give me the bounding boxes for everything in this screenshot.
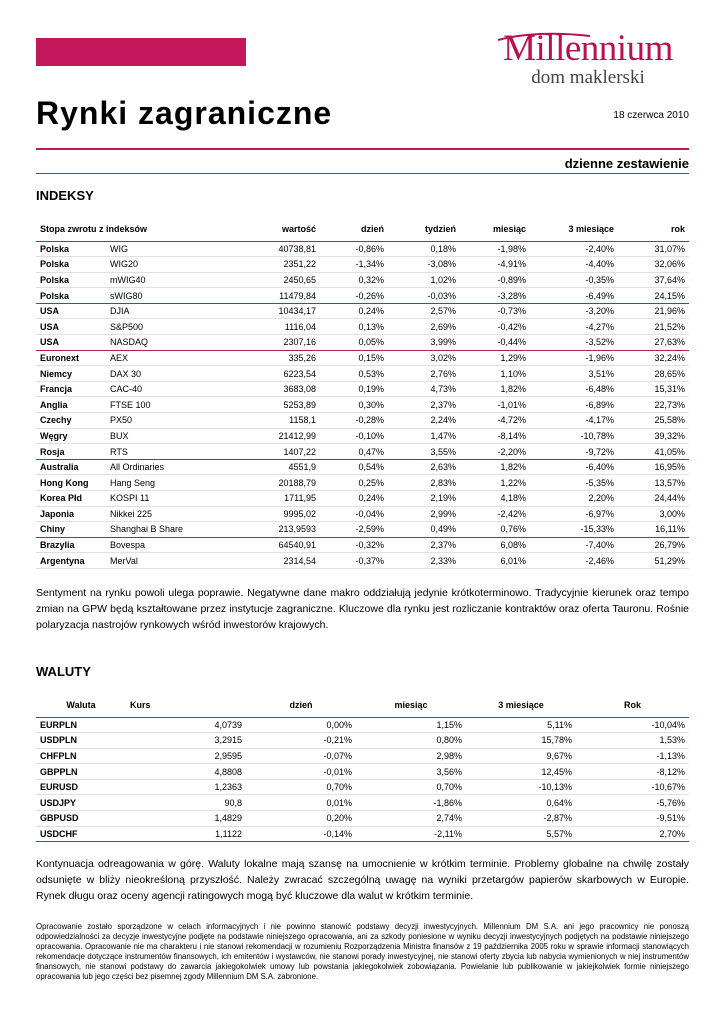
rate-cell: 2,9595 <box>214 750 242 761</box>
country-cell: Anglia <box>40 399 68 410</box>
country-cell: Polska <box>40 243 70 254</box>
rate-cell: 1,4829 <box>214 813 242 824</box>
m3-change-cell: 5,11% <box>547 719 572 730</box>
value-cell: 1711,95 <box>284 493 316 504</box>
year-change-cell: 21,96% <box>654 306 685 317</box>
month-change-cell: -2,42% <box>497 508 526 519</box>
logo-main-text: Millennium <box>503 28 673 69</box>
value-cell: 213,9593 <box>278 524 316 535</box>
col-header: Kurs <box>130 699 151 710</box>
country-cell: Australia <box>40 462 79 473</box>
table-row <box>36 335 689 351</box>
month-change-cell: -0,44% <box>497 337 526 348</box>
indices-section-title: INDEKSY <box>36 188 94 203</box>
col-header: Stopa zwrotu z indeksów <box>40 223 148 234</box>
divider <box>36 173 689 174</box>
month-change-cell: 6,08% <box>500 540 526 551</box>
country-cell: Polska <box>40 259 70 270</box>
value-cell: 2307,16 <box>283 337 316 348</box>
table-row <box>36 717 689 733</box>
year-change-cell: -10,67% <box>651 782 685 793</box>
year-change-cell: 1,53% <box>659 735 685 746</box>
year-change-cell: 15,31% <box>654 384 685 395</box>
m3-change-cell: -4,40% <box>585 259 614 270</box>
m3-change-cell: -2,40% <box>585 243 614 254</box>
m3-change-cell: -2,87% <box>543 813 572 824</box>
year-change-cell: 51,29% <box>654 555 685 566</box>
country-cell: Francja <box>40 384 73 395</box>
week-change-cell: -3,08% <box>427 259 456 270</box>
value-cell: 3683,08 <box>283 384 316 395</box>
index-name-cell: CAC-40 <box>110 384 143 395</box>
m3-change-cell: -4,27% <box>585 321 614 332</box>
m3-change-cell: -5,35% <box>585 477 614 488</box>
table-row <box>36 764 689 780</box>
index-name-cell: KOSPI 11 <box>110 493 150 504</box>
m3-change-cell: -6,40% <box>585 462 614 473</box>
currencies-section-title: WALUTY <box>36 664 91 679</box>
m3-change-cell: -4,17% <box>585 415 614 426</box>
table-row <box>36 826 689 842</box>
currency-pair-cell: USDCHF <box>40 828 78 839</box>
week-change-cell: 1,47% <box>430 430 456 441</box>
week-change-cell: 2,69% <box>430 321 456 332</box>
indices-comment: Sentyment na rynku powoli ulega poprawie. Negatywne dane makro oddziałują jedynie krótkoterminowo. Tradycyjnie kierunek oraz tempo zmian na GPW będą kształtowane przez instytucje zagraniczne. Kluczowe dla rynku jest rozliczanie kontraktów oraz oferta Tauronu. Rośnie polaryzacja nastrojów rynkowych wśród inwestorów krajowych. <box>36 587 689 631</box>
m3-change-cell: -9,72% <box>585 446 614 457</box>
country-cell: USA <box>40 306 60 317</box>
day-change-cell: 0,30% <box>358 399 384 410</box>
week-change-cell: 2,83% <box>430 477 456 488</box>
value-cell: 20188,79 <box>278 477 316 488</box>
col-header: rok <box>670 223 685 234</box>
day-change-cell: -0,10% <box>355 430 384 441</box>
day-change-cell: -0,04% <box>355 508 384 519</box>
month-change-cell: -4,91% <box>497 259 526 270</box>
m3-change-cell: 15,78% <box>541 735 572 746</box>
month-change-cell: 1,82% <box>500 384 526 395</box>
table-row <box>36 381 689 397</box>
index-name-cell: sWIG80 <box>110 290 143 301</box>
m3-change-cell: -7,40% <box>585 540 614 551</box>
rate-cell: 1,2363 <box>214 782 242 793</box>
table-row <box>36 811 689 827</box>
currency-pair-cell: GBPUSD <box>40 813 79 824</box>
table-row <box>36 257 689 273</box>
year-change-cell: 21,52% <box>654 321 685 332</box>
year-change-cell: 2,70% <box>659 828 685 839</box>
index-name-cell: BUX <box>110 430 129 441</box>
year-change-cell: 22,73% <box>654 399 685 410</box>
value-cell: 40738,81 <box>278 243 316 254</box>
year-change-cell: -10,04% <box>651 719 685 730</box>
year-change-cell: -9,51% <box>656 813 685 824</box>
m3-change-cell: -10,13% <box>538 782 572 793</box>
day-change-cell: -0,28% <box>355 415 384 426</box>
country-cell: Argentyna <box>40 555 85 566</box>
col-header: 3 miesiące <box>498 699 544 710</box>
month-change-cell: 0,76% <box>500 524 526 535</box>
index-name-cell: PX50 <box>110 415 133 426</box>
week-change-cell: 2,19% <box>430 493 456 504</box>
country-cell: Niemcy <box>40 368 73 379</box>
col-header: Rok <box>623 699 641 710</box>
year-change-cell: 41,05% <box>654 446 685 457</box>
month-change-cell: 2,98% <box>436 750 462 761</box>
m3-change-cell: -6,97% <box>585 508 614 519</box>
week-change-cell: 0,49% <box>430 524 456 535</box>
month-change-cell: 0,70% <box>436 782 462 793</box>
index-name-cell: WIG20 <box>110 259 139 270</box>
year-change-cell: 24,15% <box>654 290 685 301</box>
value-cell: 1407,22 <box>283 446 316 457</box>
m3-change-cell: -2,46% <box>585 555 614 566</box>
indices-table <box>36 217 689 569</box>
table-row <box>36 272 689 288</box>
day-change-cell: -1,34% <box>355 259 384 270</box>
month-change-cell: 1,15% <box>436 719 462 730</box>
value-cell: 10434,17 <box>278 306 316 317</box>
country-cell: Węgry <box>40 430 68 441</box>
m3-change-cell: -15,33% <box>580 524 614 535</box>
disclaimer: Opracowanie zostało sporządzone w celach informacyjnych i nie powinno stanowić podstawy decyzji inwestycyjnych. Millennium DM S.A. ani jego pracownicy nie ponoszą odpowiedzialności za decyzje inwestycyjne podjęte na podstawie niniejszego opracowania, ani za szkody poniesione w wyniku decyzji inwestycyjnych podjętych na podstawie niniejszego opracowania. Opracowanie nie ma charakteru i nie stanowi rekomendacji w rozumieniu Rozporządzenia Ministra finansów z 19 października 2005 roku w sprawie informacji stanowiących rekomendacje dotyczące instrumentów finansowych, ich emitentów i wystawców, nie stanowi porady inwestycyjnej, nie stanowi oferty zbycia lub nabycia wymienionych w niej instrumentów finansowych, nie stanowi podstawy do zawarcia jakiegokolwiek umowy lub powstania jakiegokolwiek zobowiązania. Powielanie lub publikowanie w jakiejkolwiek formie niniejszego opracowania lub jego części bez pisemnej zgody Millennium DM S.A. zabronione. <box>36 922 689 981</box>
month-change-cell: -0,42% <box>497 321 526 332</box>
year-change-cell: -8,12% <box>656 766 685 777</box>
year-change-cell: 24,44% <box>654 493 685 504</box>
rate-cell: 1,1122 <box>215 828 242 839</box>
month-change-cell: -8,14% <box>497 430 526 441</box>
month-change-cell: -3,28% <box>497 290 526 301</box>
day-change-cell: -0,32% <box>355 540 384 551</box>
day-change-cell: -0,01% <box>323 766 352 777</box>
year-change-cell: 16,11% <box>655 524 685 535</box>
m3-change-cell: 5,57% <box>546 828 572 839</box>
day-change-cell: -0,14% <box>323 828 352 839</box>
day-change-cell: 0,54% <box>358 462 384 473</box>
month-change-cell: 6,01% <box>500 555 526 566</box>
country-cell: Chiny <box>40 524 66 535</box>
header-accent-bar <box>36 38 246 66</box>
day-change-cell: -2,59% <box>355 524 384 535</box>
col-header: 3 miesiące <box>568 223 614 234</box>
currency-pair-cell: GBPPLN <box>40 766 78 777</box>
table-row <box>36 475 689 491</box>
value-cell: 21412,99 <box>278 430 316 441</box>
col-header: miesiąc <box>394 699 428 710</box>
m3-change-cell: 9,67% <box>546 750 572 761</box>
day-change-cell: 0,19% <box>358 384 384 395</box>
m3-change-cell: -0,35% <box>585 274 614 285</box>
day-change-cell: 0,32% <box>358 274 384 285</box>
index-name-cell: Nikkei 225 <box>110 508 153 519</box>
day-change-cell: 0,01% <box>326 797 352 808</box>
table-row <box>36 444 689 460</box>
year-change-cell: 31,07% <box>654 243 685 254</box>
m3-change-cell: -6,49% <box>585 290 614 301</box>
table-row <box>36 288 689 304</box>
millennium-logo <box>488 30 688 92</box>
country-cell: Rosja <box>40 446 65 457</box>
index-name-cell: RTS <box>110 446 128 457</box>
col-header: miesiąc <box>492 223 526 234</box>
week-change-cell: 2,37% <box>430 399 456 410</box>
year-change-cell: 13,57% <box>654 477 685 488</box>
table-row <box>36 459 689 475</box>
month-change-cell: 4,18% <box>500 493 526 504</box>
day-change-cell: -0,86% <box>355 243 384 254</box>
value-cell: 1158,1 <box>289 415 316 426</box>
index-name-cell: Bovespa <box>110 540 146 551</box>
year-change-cell: 28,65% <box>654 368 685 379</box>
index-name-cell: Shanghai B Share <box>110 524 184 535</box>
currency-pair-cell: USDPLN <box>40 735 78 746</box>
day-change-cell: 0,13% <box>358 321 384 332</box>
page-title: Rynki zagraniczne <box>36 95 333 131</box>
country-cell: Brazylia <box>40 540 75 551</box>
currency-pair-cell: CHFPLN <box>40 750 77 761</box>
col-header: dzień <box>360 223 384 234</box>
month-change-cell: -0,89% <box>497 274 526 285</box>
index-name-cell: NASDAQ <box>110 337 149 348</box>
rate-cell: 4,8808 <box>214 766 242 777</box>
table-row <box>36 491 689 507</box>
year-change-cell: 32,06% <box>654 259 685 270</box>
m3-change-cell: 3,51% <box>588 368 614 379</box>
index-name-cell: All Ordinaries <box>110 462 165 473</box>
table-row <box>36 241 689 257</box>
rate-cell: 3,2915 <box>214 735 242 746</box>
logo-swoosh-icon <box>496 32 592 42</box>
currency-pair-cell: EURPLN <box>40 719 78 730</box>
day-change-cell: 0,20% <box>326 813 352 824</box>
month-change-cell: -0,73% <box>497 306 526 317</box>
m3-change-cell: -6,48% <box>585 384 614 395</box>
day-change-cell: 0,24% <box>358 306 384 317</box>
value-cell: 11479,84 <box>279 290 316 301</box>
week-change-cell: 1,02% <box>430 274 456 285</box>
value-cell: 6223,54 <box>283 368 316 379</box>
day-change-cell: -0,37% <box>355 555 384 566</box>
index-name-cell: MerVal <box>110 555 138 566</box>
country-cell: Czechy <box>40 415 72 426</box>
year-change-cell: 16,95% <box>654 462 685 473</box>
rate-cell: 4,0739 <box>214 719 242 730</box>
m3-change-cell: 2,20% <box>588 493 614 504</box>
currency-pair-cell: USDJPY <box>40 797 77 808</box>
country-cell: Polska <box>40 290 70 301</box>
country-cell: Euronext <box>40 352 80 363</box>
m3-change-cell: -6,89% <box>585 399 614 410</box>
report-subtitle: dzienne zestawienie <box>564 156 689 171</box>
index-name-cell: DAX 30 <box>110 368 142 379</box>
indices-header-row <box>36 217 689 241</box>
value-cell: 335,26 <box>288 352 316 363</box>
month-change-cell: 1,22% <box>500 477 526 488</box>
value-cell: 2351,22 <box>283 259 316 270</box>
report-date: 18 czerwca 2010 <box>613 110 689 121</box>
day-change-cell: 0,47% <box>358 446 384 457</box>
week-change-cell: 2,63% <box>430 462 456 473</box>
week-change-cell: 2,57% <box>430 306 456 317</box>
table-row <box>36 428 689 444</box>
table-row <box>36 413 689 429</box>
week-change-cell: 2,37% <box>430 540 456 551</box>
logo-sub-text: dom maklerski <box>531 67 645 88</box>
m3-change-cell: 12,45% <box>541 766 572 777</box>
value-cell: 64540,91 <box>278 540 316 551</box>
table-row <box>36 350 689 366</box>
day-change-cell: 0,15% <box>358 352 384 363</box>
week-change-cell: 3,55% <box>430 446 456 457</box>
index-name-cell: FTSE 100 <box>110 399 151 410</box>
month-change-cell: 2,74% <box>436 813 462 824</box>
month-change-cell: 0,80% <box>436 735 462 746</box>
index-name-cell: WIG <box>110 243 128 254</box>
m3-change-cell: -1,96% <box>585 352 614 363</box>
year-change-cell: 27,63% <box>654 337 685 348</box>
value-cell: 2450,65 <box>283 274 316 285</box>
country-cell: Polska <box>40 274 70 285</box>
currency-pair-cell: EURUSD <box>40 782 79 793</box>
day-change-cell: 0,25% <box>358 477 384 488</box>
value-cell: 5253,89 <box>283 399 316 410</box>
value-cell: 1116,04 <box>284 321 316 332</box>
year-change-cell: 25,58% <box>654 415 685 426</box>
value-cell: 2314,54 <box>283 555 316 566</box>
currencies-comment: Kontynuacja odreagowania w górę. Waluty lokalne mają szansę na umocnienie w krótkim terminie. Problemy globalne na chwilę zostały odsunięte w bliży nieokreśloną przyszłość. Należy zwracać szczególną uwagę na wyniki przetargów papierów skarbowych w Europie. Rynek długu oraz oceny agencji ratingowych mogą być kluczowe dla walut w krótkim terminie. <box>36 858 689 902</box>
year-change-cell: 37,64% <box>654 274 685 285</box>
week-change-cell: 3,02% <box>430 352 456 363</box>
week-change-cell: 2,99% <box>430 508 456 519</box>
col-header: wartość <box>281 223 316 234</box>
m3-change-cell: -3,52% <box>585 337 614 348</box>
month-change-cell: 1,10% <box>500 368 526 379</box>
month-change-cell: -1,98% <box>497 243 526 254</box>
index-name-cell: mWIG40 <box>110 274 146 285</box>
index-name-cell: DJIA <box>110 306 130 317</box>
day-change-cell: 0,24% <box>358 493 384 504</box>
year-change-cell: 32,24% <box>654 352 685 363</box>
month-change-cell: -2,11% <box>434 828 462 839</box>
table-row <box>36 366 689 382</box>
day-change-cell: -0,21% <box>323 735 352 746</box>
week-change-cell: 2,76% <box>430 368 456 379</box>
country-cell: USA <box>40 321 60 332</box>
col-header: Waluta <box>66 699 96 710</box>
month-change-cell: -1,01% <box>497 399 526 410</box>
table-row <box>36 537 689 553</box>
m3-change-cell: 0,64% <box>546 797 572 808</box>
country-cell: Korea Płd <box>40 493 83 504</box>
table-row <box>36 733 689 749</box>
table-row <box>36 748 689 764</box>
year-change-cell: -1,13% <box>656 750 685 761</box>
table-row <box>36 397 689 413</box>
day-change-cell: 0,00% <box>326 719 352 730</box>
week-change-cell: 2,24% <box>430 415 456 426</box>
table-row <box>36 795 689 811</box>
currencies-table <box>36 693 689 842</box>
day-change-cell: -0,07% <box>323 750 352 761</box>
value-cell: 9995,02 <box>283 508 316 519</box>
month-change-cell: -1,86% <box>433 797 462 808</box>
m3-change-cell: -10,78% <box>580 430 614 441</box>
col-header: dzień <box>289 699 313 710</box>
year-change-cell: 3,00% <box>659 508 685 519</box>
day-change-cell: -0,26% <box>355 290 384 301</box>
index-name-cell: S&P500 <box>110 321 144 332</box>
currencies-header-row <box>36 693 689 717</box>
country-cell: Japonia <box>40 508 75 519</box>
day-change-cell: 0,53% <box>358 368 384 379</box>
month-change-cell: -4,72% <box>497 415 526 426</box>
index-name-cell: Hang Seng <box>110 477 156 488</box>
week-change-cell: 4,73% <box>430 384 456 395</box>
month-change-cell: 1,82% <box>500 462 526 473</box>
year-change-cell: 26,79% <box>654 540 685 551</box>
index-name-cell: AEX <box>110 352 129 363</box>
col-header: tydzień <box>424 223 456 234</box>
value-cell: 4551,9 <box>288 462 316 473</box>
day-change-cell: 0,05% <box>358 337 384 348</box>
table-row <box>36 779 689 795</box>
year-change-cell: -5,76% <box>656 797 685 808</box>
week-change-cell: 3,99% <box>430 337 456 348</box>
day-change-cell: 0,70% <box>326 782 352 793</box>
table-row <box>36 303 689 319</box>
week-change-cell: 2,33% <box>430 555 456 566</box>
table-row <box>36 506 689 522</box>
month-change-cell: 3,56% <box>436 766 462 777</box>
divider <box>36 148 689 150</box>
year-change-cell: 39,32% <box>654 430 685 441</box>
month-change-cell: 1,29% <box>500 352 526 363</box>
table-row <box>36 553 689 569</box>
country-cell: Hong Kong <box>40 477 89 488</box>
table-row <box>36 522 689 538</box>
month-change-cell: -2,20% <box>497 446 526 457</box>
week-change-cell: -0,03% <box>427 290 456 301</box>
week-change-cell: 0,18% <box>430 243 456 254</box>
table-row <box>36 319 689 335</box>
rate-cell: 90,8 <box>224 797 242 808</box>
m3-change-cell: -3,20% <box>585 306 614 317</box>
country-cell: USA <box>40 337 60 348</box>
